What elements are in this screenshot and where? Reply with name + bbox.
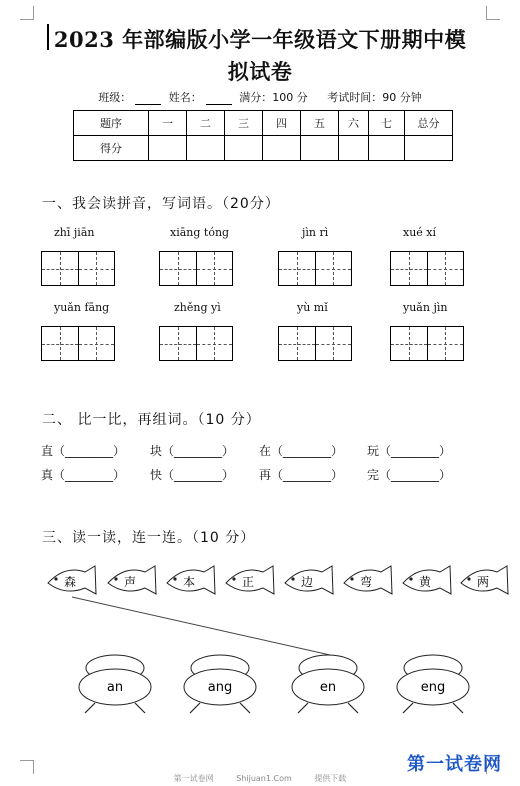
compare-item[interactable]: 块（________） [150,444,235,458]
pinyin-label: zhěng yì [174,301,221,314]
pot-card[interactable] [292,655,364,713]
pinyin-label: xué xí [403,226,437,239]
pot-label: ang [207,680,233,695]
score-table [73,110,453,161]
compare-item[interactable]: 直（________） [41,444,126,458]
score-cell[interactable] [225,136,263,161]
fish-card[interactable] [48,566,96,594]
score-header-cell: 题序 [74,111,149,136]
corner-mark-bl [20,760,34,774]
writing-grid[interactable] [41,251,115,286]
score-cell[interactable] [369,136,405,161]
score-cell[interactable] [301,136,339,161]
page-title: 2023 年部编版小学一年级语文下册期中模 [53,27,467,52]
compare-item[interactable]: 快（________） [150,468,235,482]
compare-item[interactable]: 在（________） [259,444,344,458]
fish-card[interactable] [403,566,451,594]
fish-char: 边 [301,575,314,589]
fish-card[interactable] [108,566,156,594]
writing-grid[interactable] [159,251,233,286]
score-table-header-row [74,111,453,136]
score-header-cell: 五 [301,111,339,136]
pot-label: eng [420,680,446,695]
writing-grid[interactable] [278,326,352,361]
fish-char: 本 [183,575,196,589]
brand-watermark: 第一试卷网 [407,754,502,775]
fish-char: 黄 [419,575,432,589]
fish-card[interactable] [344,566,392,594]
writing-grid[interactable] [278,251,352,286]
footer-site-url[interactable]: Shijuan1.Com [236,774,292,783]
writing-grid[interactable] [390,326,464,361]
score-row-label: 得分 [74,136,149,161]
score-cell[interactable] [149,136,187,161]
section3-heading: 三、读一读，连一连。（10 分） [42,530,256,546]
writing-grid[interactable] [390,251,464,286]
compare-item[interactable]: 再（________） [259,468,344,482]
pinyin-label: xiāng tóng [170,226,230,239]
pinyin-label: yuǎn fāng [54,301,110,314]
pot-card[interactable] [397,655,469,713]
class-blank[interactable] [135,95,161,105]
compare-item[interactable]: 玩（________） [367,444,452,458]
pinyin-label: yù mǐ [297,301,328,314]
score-cell[interactable] [339,136,369,161]
example-connect-line [72,597,330,655]
pot-card[interactable] [184,655,256,713]
pinyin-label: jìn rì [302,226,329,239]
score-cell[interactable] [405,136,453,161]
pinyin-label: yuǎn jìn [403,301,448,314]
class-label: 班级： [98,91,132,104]
exam-time: 考试时间：90 分钟 [327,91,422,104]
fish-char: 弯 [360,575,373,589]
fish-char: 正 [242,575,255,589]
score-table-score-row [74,136,453,161]
pot-card[interactable] [79,655,151,713]
section1-heading: 一、我会读拼音，写词语。（20分） [42,196,280,212]
section2-heading: 二、 比一比，再组词。（10 分） [42,412,261,428]
writing-grid[interactable] [159,326,233,361]
score-header-cell: 总分 [405,111,453,136]
footer-site-name[interactable]: 第一试卷网 [173,774,214,783]
footer-download-text: 提供下载 [314,774,347,783]
pinyin-label: zhī jiān [54,226,95,239]
score-header-cell: 一 [149,111,187,136]
score-header-cell: 四 [263,111,301,136]
fish-char: 两 [477,575,490,589]
full-score: 满分：100 分 [239,91,308,104]
name-blank[interactable] [206,95,232,105]
compare-item[interactable]: 完（________） [367,468,452,482]
score-header-cell: 二 [187,111,225,136]
fish-card[interactable] [167,566,215,594]
score-cell[interactable] [187,136,225,161]
pot-label: en [319,680,337,695]
fish-char: 森 [64,575,77,589]
corner-mark-tr [486,6,500,20]
writing-grid[interactable] [41,326,115,361]
fish-char: 声 [124,575,137,589]
page-title-line2: 拟试卷 [227,59,293,84]
fish-card[interactable] [226,566,274,594]
corner-mark-tl [20,6,34,20]
matching-diagram [0,555,520,725]
fish-card[interactable] [461,566,508,594]
score-header-cell: 七 [369,111,405,136]
name-label: 姓名： [168,91,202,104]
score-cell[interactable] [263,136,301,161]
score-header-cell: 六 [339,111,369,136]
exam-info [0,89,520,105]
pot-label: an [106,680,124,695]
score-header-cell: 三 [225,111,263,136]
fish-card[interactable] [285,566,333,594]
compare-item[interactable]: 真（________） [41,468,126,482]
